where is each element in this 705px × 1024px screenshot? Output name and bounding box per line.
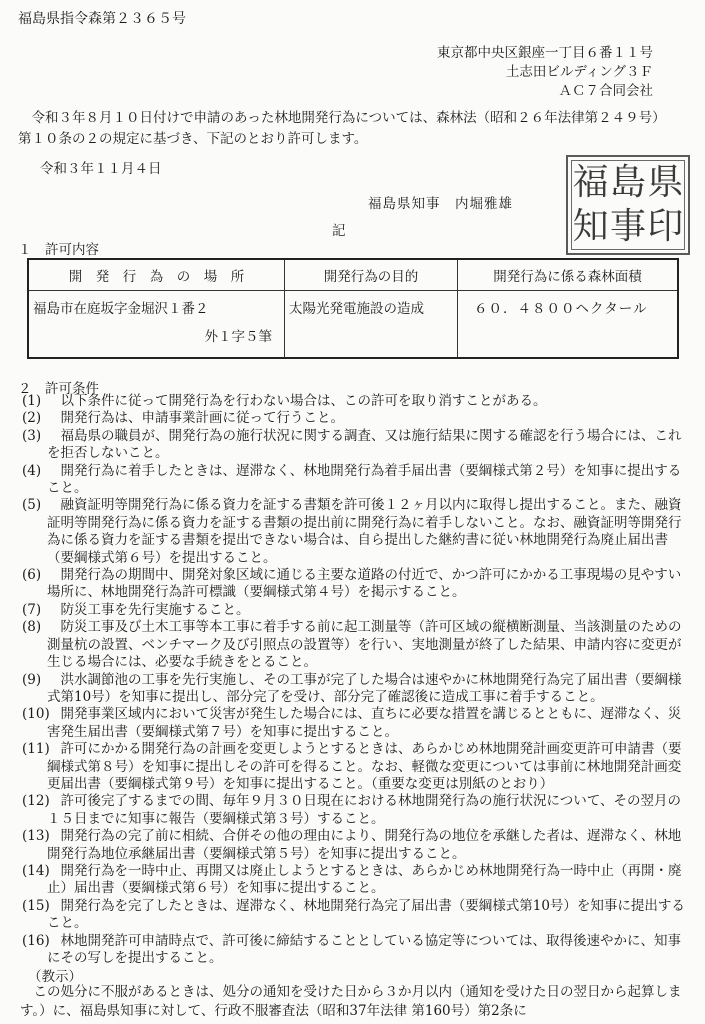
list-item (22, 602, 688, 619)
condition-text: 福島県の職員が、開発行為の施行状況に関する調査、又は施行結果に関する確認を行う場合には、これを拒否しないこと。 (47, 427, 682, 462)
intro-text: 令和３年８月１０日付けで申請のあった林地開発行為については、森林法（昭和２６年法律第２４９号）第１０条の２の規定に基づき、下記のとおり許可します。 (18, 110, 666, 147)
condition-text: 以下条件に従って開発行為を行わない場合は、この許可を取り消すことがある。 (60, 393, 547, 409)
condition-number: (6) (22, 567, 42, 584)
condition-text: 防災工事を先行実施すること。 (60, 601, 250, 618)
list-item (22, 741, 688, 793)
official-seal (566, 155, 690, 255)
location-line-1: 福島市在庭坂字金堀沢１番２ (33, 301, 209, 317)
issue-date: 令和３年１１月４日 (40, 161, 162, 177)
condition-number: (4) (22, 462, 42, 479)
header-location: 開 発 行 為 の 場 所 (28, 259, 285, 291)
condition-number: (14) (22, 862, 50, 879)
conditions-list (22, 393, 688, 967)
condition-text: 開発行為は、申請事業計画に従って行うこと。 (60, 410, 344, 427)
condition-number: (15) (22, 897, 50, 914)
condition-number: (10) (22, 706, 50, 723)
list-item (22, 793, 688, 828)
condition-number: (13) (22, 828, 50, 845)
recipient-address: 東京都中央区銀座一丁目６番１１号 (437, 45, 653, 61)
list-item (22, 619, 688, 671)
location-line-2: 外１字５筆 (204, 329, 272, 345)
condition-text: 開発行為の完了前に相続、合併その他の理由により、開発行為の地位を承継した者は、遅滞なく、林地開発行為地位承継届出書（要綱様式第５号）を知事に提出すること。 (47, 828, 682, 862)
permit-table (27, 258, 679, 359)
seal-char: 県 (647, 162, 684, 203)
intro-paragraph (18, 108, 668, 150)
condition-text: 開発行為に着手したときは、遅滞なく、林地開発行為着手届出書（要綱様式第２号）を知事に提出すること。 (47, 462, 682, 497)
header-purpose: 開発行為の目的 (285, 259, 458, 291)
seal-char: 島 (609, 162, 646, 203)
seal-characters (571, 160, 685, 250)
table-header-row (28, 259, 678, 291)
list-item (22, 672, 688, 707)
list-item (22, 898, 688, 933)
cell-location (28, 291, 285, 359)
notice-text: この処分に不服があるときは、処分の通知を受けた日から３か月以内（通知を受けた日の翌日から起算します。）に、福島県知事に対して、行政不服審査法（昭和37年法律 第160号）第2条に (20, 984, 682, 1019)
condition-text: 林地開発許可申請時点で、許可後に締結することとしている協定等については、取得後速やかに、知事にその写しを提出すること。 (47, 932, 681, 966)
list-item (22, 933, 688, 968)
list-item (22, 497, 688, 567)
list-item (22, 863, 688, 898)
condition-number: (2) (22, 410, 42, 427)
condition-text: 許可後完了するまでの間、毎年９月３０日現在における林地開発行為の施行状況について、その翌月の１５日までに知事に報告（要綱様式第３号）すること。 (47, 793, 681, 827)
condition-number: (3) (22, 427, 42, 444)
document-number: 福島県指令森第２３６５号 (18, 11, 186, 27)
condition-text: 開発行為を一時中止、再開又は廃止しようとするときは、あらかじめ林地開発行為一時中止（再開・廃止）届出書（要綱様式第６号）を知事に提出すること。 (47, 862, 682, 897)
condition-text: 開発行為の期間中、開発対象区域に通じる主要な道路の付近で、かつ許可にかかる工事現場の見やすい場所に、林地開発行為許可標識（要綱様式第４号）を掲示すること。 (47, 567, 682, 601)
area-value: ６０．４８００ヘクタール (474, 301, 648, 317)
list-item (22, 706, 688, 741)
table-row (28, 291, 678, 359)
notice-paragraph (20, 983, 692, 1021)
cell-area (458, 291, 679, 359)
condition-number: (1) (22, 393, 42, 409)
list-item (22, 410, 688, 427)
ki-heading: 記 (332, 223, 346, 239)
condition-text: 防災工事及び土木工事等本工事に着手する前に起工測量等（許可区域の縦横断測量、当該測量のための測量杭の設置、ベンチマーク及び引照点の設置等）を行い、実地測量が終了した結果、申請内容に変更が生じる場合には、必要な手続きをとること。 (47, 619, 682, 671)
condition-number: (9) (22, 671, 42, 688)
seal-char: 印 (647, 206, 684, 247)
condition-number: (7) (22, 601, 42, 618)
list-item (22, 393, 688, 410)
recipient-building: 土志田ビルディング３Ｆ (505, 64, 653, 80)
recipient-company: ＡＣ７合同会社 (558, 83, 653, 99)
seal-char: 知 (572, 206, 609, 247)
condition-text: 許可にかかる開発行為の計画を変更しようとするときは、あらかじめ林地開発計画変更許可申請書（要綱様式第８号）を知事に提出しその許可を得ること。なお、軽微な変更については事前に林地開発計画変更届出書（要綱様式第９号）を知事に提出すること。（重要な変更は別紙のとおり） (47, 741, 682, 792)
condition-text: 融資証明等開発行為に係る資力を証する書類を許可後１２ヶ月以内に取得し提出すること。また、融資証明等開発行為に係る資力を証する書類の提出前に開発行為に着手しないこと。なお、融資証明等開発行為に係る資力を証する書類を提出できない場合は、自ら提出した継約書に従い林地開発行為廃止届出書（要綱様式第６号）を提出すること。 (47, 497, 682, 566)
section-2-heading: ２ 許可条件 (18, 381, 99, 397)
condition-text: 開発行為を完了したときは、遅滞なく、林地開発行為完了届出書（要綱様式第10号）を知事に提出すること。 (47, 897, 685, 932)
condition-number: (12) (22, 793, 50, 810)
condition-number: (8) (22, 619, 42, 636)
list-item (22, 567, 688, 602)
recipient-block (437, 44, 653, 101)
seal-char: 福 (572, 162, 609, 203)
cell-purpose: 太陽光発電施設の造成 (285, 291, 458, 359)
section-1-heading: １ 許可内容 (18, 242, 99, 258)
condition-text: 洪水調節池の工事を先行実施し、その工事が完了した場合は速やかに林地開発行為完了届出書（要綱様式第10号）を知事に提出し、部分完了を受け、部分完了確認後に造成工事に着手すること。 (47, 671, 682, 705)
notice-heading: （教示） (28, 969, 82, 985)
list-item (22, 463, 688, 498)
condition-number: (16) (22, 932, 50, 949)
list-item (22, 828, 688, 863)
signer-name: 福島県知事 内堀雅雄 (368, 196, 513, 212)
condition-number: (5) (22, 497, 42, 514)
seal-char: 事 (609, 206, 646, 247)
header-area: 開発行為に係る森林面積 (458, 259, 679, 291)
condition-number: (11) (22, 741, 50, 758)
condition-text: 開発事業区域内において災害が発生した場合には、直ちに必要な措置を講じるとともに、遅滞なく、災害発生届出書（要綱様式第７号）を知事に提出すること。 (47, 706, 682, 740)
list-item (22, 428, 688, 463)
